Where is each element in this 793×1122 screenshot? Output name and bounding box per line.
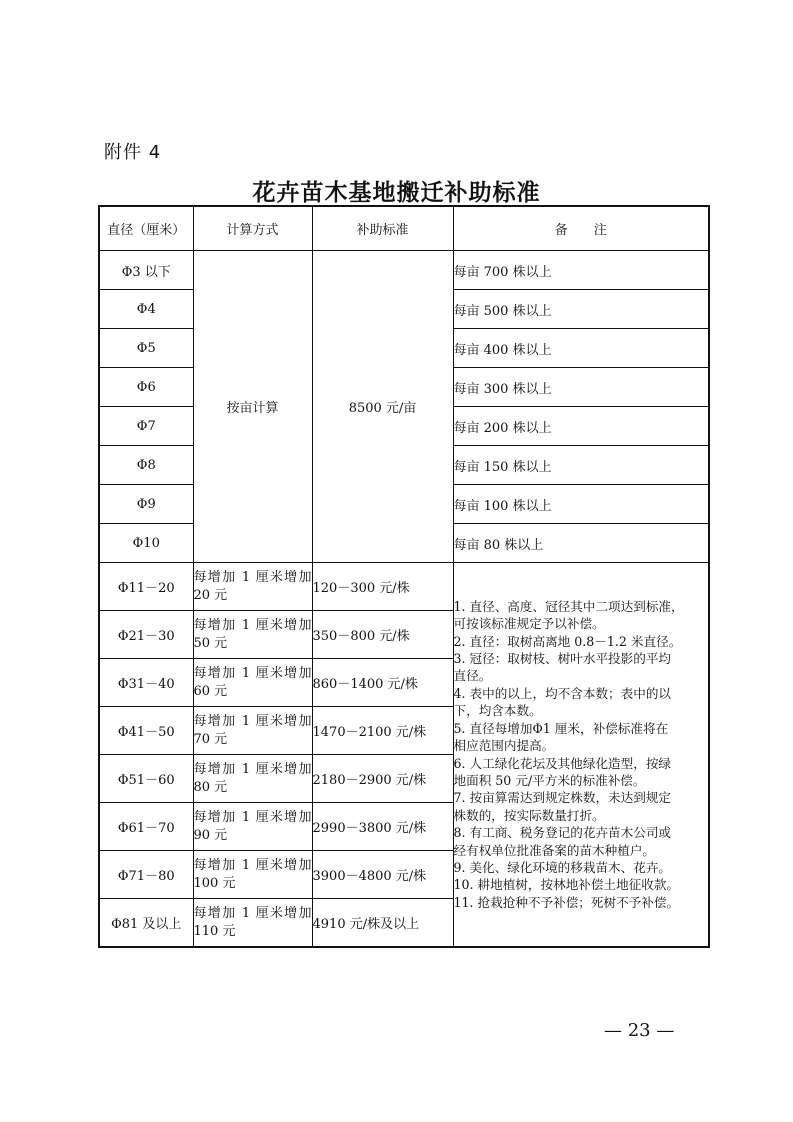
remark-line: 经有权单位批准备案的苗木种植户。 [453, 842, 655, 858]
remark-line: 9. 美化、绿化环境的移栽苗木、花卉。 [453, 859, 672, 875]
diameter-cell: Φ61－70 [99, 803, 193, 851]
standard-cell: 860－1400 元/株 [312, 659, 453, 707]
standard-per-mu-cell: 8500 元/亩 [312, 251, 453, 563]
diameter-cell: Φ51－60 [99, 755, 193, 803]
diameter-cell: Φ7 [99, 407, 193, 446]
method-cell: 每增加 1 厘米增加 90 元 [193, 803, 312, 851]
attachment-label: 附件 4 [104, 142, 162, 163]
note-cell: 每亩 150 株以上 [453, 446, 709, 485]
remark-line: 2. 直径：取树高离地 0.8－1.2 米直径。 [453, 633, 682, 649]
remark-line: 8. 有工商、税务登记的花卉苗木公司或 [453, 825, 672, 841]
remark-line: 7. 按亩算需达到规定株数，未达到规定 [453, 790, 672, 806]
diameter-cell: Φ8 [99, 446, 193, 485]
diameter-cell: Φ81 及以上 [99, 899, 193, 948]
subsidy-standard-table [98, 205, 710, 948]
document-title: 花卉苗木基地搬迁补助标准 [252, 179, 541, 206]
note-cell: 每亩 200 株以上 [453, 407, 709, 446]
diameter-cell: Φ71－80 [99, 851, 193, 899]
method-cell: 每增加 1 厘米增加 80 元 [193, 755, 312, 803]
remark-line: 11. 抢栽抢种不予补偿；死树不予补偿。 [453, 894, 680, 910]
method-cell: 每增加 1 厘米增加 70 元 [193, 707, 312, 755]
method-cell: 每增加 1 厘米增加 20 元 [193, 563, 312, 611]
remark-line: 株数的，按实际数量打折。 [453, 807, 605, 823]
standard-cell: 120－300 元/株 [312, 563, 453, 611]
standard-cell: 2180－2900 元/株 [312, 755, 453, 803]
note-cell: 每亩 80 株以上 [453, 524, 709, 563]
diameter-cell: Φ5 [99, 329, 193, 368]
remark-line: 6. 人工绿化花坛及其他绿化造型，按绿 [453, 755, 672, 771]
remark-line: 下，均含本数。 [453, 703, 542, 719]
standard-cell: 4910 元/株及以上 [312, 899, 453, 948]
diameter-cell: Φ4 [99, 290, 193, 329]
header-method: 计算方式 [193, 206, 312, 251]
header-diameter: 直径（厘米） [99, 206, 193, 251]
method-cell: 每增加 1 厘米增加 60 元 [193, 659, 312, 707]
method-cell: 每增加 1 厘米增加 50 元 [193, 611, 312, 659]
method-per-mu-cell: 按亩计算 [193, 251, 312, 563]
method-cell: 每增加 1 厘米增加 100 元 [193, 851, 312, 899]
diameter-cell: Φ9 [99, 485, 193, 524]
page-number: — 23 — [604, 1020, 675, 1041]
remark-line: 相应范围内提高。 [453, 738, 555, 754]
diameter-cell: Φ21－30 [99, 611, 193, 659]
table-header-row [99, 206, 709, 251]
diameter-cell: Φ31－40 [99, 659, 193, 707]
header-standard: 补助标准 [312, 206, 453, 251]
note-cell: 每亩 300 株以上 [453, 368, 709, 407]
header-remarks: 备 注 [453, 206, 709, 251]
note-cell: 每亩 400 株以上 [453, 329, 709, 368]
remark-line: 可按该标准规定予以补偿。 [453, 616, 605, 632]
remark-line: 直径。 [453, 668, 492, 684]
remark-line: 5. 直径每增加Φ1 厘米，补偿标准将在 [453, 720, 669, 736]
remark-line: 3. 冠径：取树枝、树叶水平投影的平均 [453, 651, 672, 667]
note-cell: 每亩 100 株以上 [453, 485, 709, 524]
remark-line: 地面积 50 元/平方米的标准补偿。 [453, 772, 646, 788]
table-row [99, 251, 709, 290]
remark-line: 1. 直径、高度、冠径其中二项达到标准， [453, 598, 684, 614]
standard-cell: 2990－3800 元/株 [312, 803, 453, 851]
note-cell: 每亩 500 株以上 [453, 290, 709, 329]
diameter-cell: Φ6 [99, 368, 193, 407]
table-row [99, 563, 709, 611]
standard-cell: 350－800 元/株 [312, 611, 453, 659]
standard-cell: 1470－2100 元/株 [312, 707, 453, 755]
remarks-cell [453, 563, 709, 948]
standard-cell: 3900－4800 元/株 [312, 851, 453, 899]
note-cell: 每亩 700 株以上 [453, 251, 709, 290]
remark-line: 10. 耕地植树，按林地补偿土地征收款。 [453, 877, 680, 893]
method-cell: 每增加 1 厘米增加 110 元 [193, 899, 312, 948]
remark-line: 4. 表中的以上，均不含本数；表中的以 [453, 685, 672, 701]
diameter-cell: Φ11－20 [99, 563, 193, 611]
diameter-cell: Φ3 以下 [99, 251, 193, 290]
diameter-cell: Φ10 [99, 524, 193, 563]
diameter-cell: Φ41－50 [99, 707, 193, 755]
